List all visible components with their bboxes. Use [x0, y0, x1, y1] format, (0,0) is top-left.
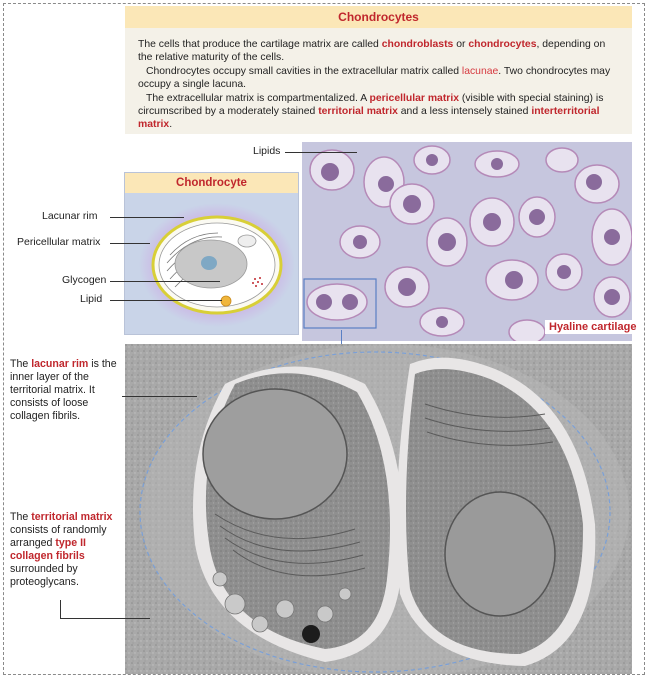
nucleus-right [445, 492, 555, 616]
term-lacunae: lacunae [461, 66, 499, 77]
label-lacunar-rim: Lacunar rim [42, 210, 98, 222]
text: consists of randomly arranged [10, 524, 107, 549]
text: . [169, 119, 173, 130]
text: Chondrocytes occupy small cavities in the extracellular matrix called [146, 66, 462, 77]
leader-lipids [285, 152, 357, 153]
paragraph-3 [138, 92, 622, 131]
label-pericellular-matrix: Pericellular matrix [17, 236, 101, 248]
term-chondroblasts: chondroblasts [381, 39, 454, 50]
chondrocyte-illustration [125, 193, 298, 334]
leader-lipid [110, 300, 222, 301]
label-lipid: Lipid [80, 293, 103, 305]
annotation-territorial-matrix [10, 511, 128, 589]
paragraph-1 [138, 38, 622, 64]
term-lacunar-rim: lacunar rim [31, 358, 89, 370]
paragraph-2 [138, 65, 622, 91]
text: The extracellular matrix is compartmentalized. A [146, 93, 370, 104]
text: is the inner layer of the territorial matrix. It consists of loose collagen fibrils. [10, 358, 117, 422]
label-hyaline-cartilage: Hyaline cartilage [545, 320, 640, 334]
term-territorial-matrix: territorial matrix [318, 106, 398, 117]
term-pericellular-matrix: pericellular matrix [369, 93, 460, 104]
chondrocyte-schematic [124, 172, 299, 335]
electron-micrograph [125, 344, 632, 674]
annotation-lacunar-rim [10, 358, 128, 423]
term-interterritorial-matrix: interterritorial matrix [138, 106, 600, 130]
text: surrounded by proteoglycans. [10, 563, 79, 588]
box-title: Chondrocytes [125, 6, 632, 28]
text: (visible with special staining) is circumscribed by a moderately stained [138, 93, 604, 117]
term-territorial-matrix-em: territorial matrix [31, 511, 113, 523]
leader-lacunar-rim [110, 217, 184, 218]
text: The cells that produce the cartilage matrix are called [138, 39, 382, 50]
text: and a less intensely stained [397, 106, 532, 117]
nucleus-left [203, 389, 347, 519]
leader-glycogen [110, 281, 220, 282]
vesicle [238, 235, 256, 247]
box-body [125, 28, 632, 131]
nucleolus [201, 256, 217, 270]
lipid-droplet [221, 296, 231, 306]
description-box [125, 6, 632, 134]
text: or [453, 39, 469, 50]
leader-lacunar-rim-em [122, 396, 197, 397]
text: The [10, 358, 32, 370]
leader-pericellular [110, 243, 150, 244]
text: . Two chondrocytes may occupy a single lacuna. [138, 66, 611, 90]
schematic-title: Chondrocyte [125, 173, 298, 193]
label-lipids: Lipids [253, 145, 281, 157]
leader-territorial-v [60, 600, 61, 618]
text: , depending on the relative maturity of the cells. [138, 39, 606, 63]
term-chondrocytes: chondrocytes [468, 39, 537, 50]
term-type-ii-collagen: type II collagen fibrils [10, 537, 86, 562]
text: The [10, 511, 32, 523]
light-micrograph [302, 142, 632, 341]
leader-territorial-h [60, 618, 150, 619]
label-glycogen: Glycogen [62, 274, 107, 286]
lipid-droplet-em [302, 625, 320, 643]
